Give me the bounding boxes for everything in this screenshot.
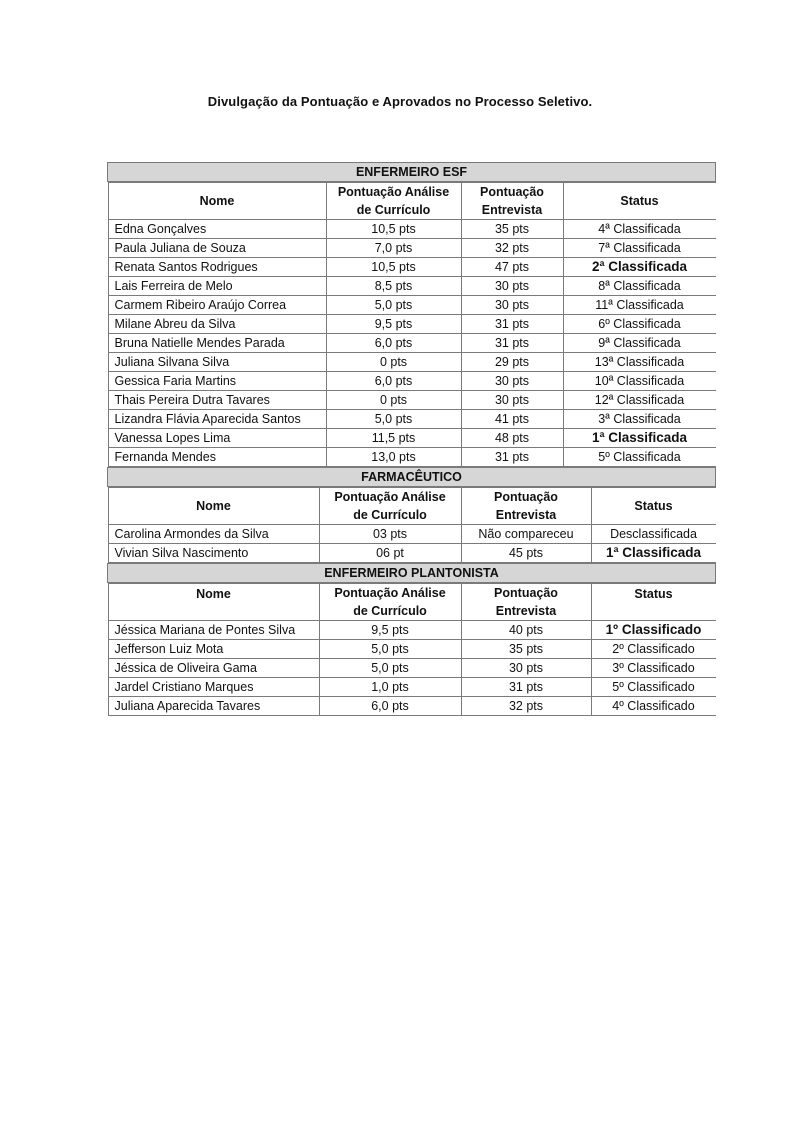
table-row	[108, 621, 716, 640]
candidate-name: Thais Pereira Dutra Tavares	[108, 391, 326, 410]
curriculum-score: 0 pts	[326, 353, 461, 372]
candidate-name: Jardel Cristiano Marques	[108, 678, 319, 697]
column-header-interview	[461, 584, 591, 621]
table-row	[108, 640, 716, 659]
curriculum-score: 5,0 pts	[319, 640, 461, 659]
section-table-enfermeiro-esf	[108, 182, 716, 467]
column-header-interview-line: Entrevista	[495, 604, 557, 618]
curriculum-score: 6,0 pts	[326, 372, 461, 391]
curriculum-score: 06 pt	[319, 544, 461, 563]
section-title: ENFERMEIRO ESF	[108, 163, 716, 182]
column-header-status-line: Status	[634, 587, 673, 601]
results-table	[107, 162, 716, 716]
interview-score: 31 pts	[461, 315, 563, 334]
candidate-name: Lais Ferreira de Melo	[108, 277, 326, 296]
column-header-name-line: Nome	[196, 499, 231, 513]
interview-score: 30 pts	[461, 659, 591, 678]
curriculum-score: 10,5 pts	[326, 258, 461, 277]
status-cell: 4ª Classificada	[563, 220, 716, 239]
candidate-name: Jéssica de Oliveira Gama	[108, 659, 319, 678]
column-header-curriculum-line: Pontuação Análise	[334, 586, 446, 600]
status-cell: 13ª Classificada	[563, 353, 716, 372]
column-header-interview	[461, 183, 563, 220]
status-cell: 5º Classificada	[563, 448, 716, 467]
interview-score: 30 pts	[461, 372, 563, 391]
column-header-interview-line: Pontuação	[494, 490, 558, 504]
status-cell: 2ª Classificada	[563, 258, 716, 277]
table-row	[108, 277, 716, 296]
column-header-name-line: Nome	[196, 587, 231, 601]
status-cell: Desclassificada	[591, 525, 716, 544]
interview-score: 30 pts	[461, 296, 563, 315]
column-header-row	[108, 488, 716, 525]
curriculum-score: 13,0 pts	[326, 448, 461, 467]
candidate-name: Edna Gonçalves	[108, 220, 326, 239]
table-row	[108, 678, 716, 697]
column-header-name	[108, 183, 326, 220]
table-row	[108, 315, 716, 334]
column-header-interview-line: Pontuação	[494, 586, 558, 600]
column-header-interview-line: Pontuação	[480, 185, 544, 199]
interview-score: 32 pts	[461, 697, 591, 716]
table-row	[108, 372, 716, 391]
interview-score: 35 pts	[461, 220, 563, 239]
section-title-row-enfermeiro-plantonista	[108, 564, 716, 583]
table-row	[108, 239, 716, 258]
interview-score: 40 pts	[461, 621, 591, 640]
table-row	[108, 220, 716, 239]
status-cell: 6º Classificada	[563, 315, 716, 334]
curriculum-score: 5,0 pts	[326, 296, 461, 315]
column-header-status	[591, 488, 716, 525]
interview-score: Não compareceu	[461, 525, 591, 544]
candidate-name: Carolina Armondes da Silva	[108, 525, 319, 544]
column-header-status-line: Status	[634, 499, 673, 513]
column-header-row	[108, 584, 716, 621]
status-cell: 12ª Classificada	[563, 391, 716, 410]
interview-score: 48 pts	[461, 429, 563, 448]
interview-score: 35 pts	[461, 640, 591, 659]
interview-score: 47 pts	[461, 258, 563, 277]
candidate-name: Lizandra Flávia Aparecida Santos	[108, 410, 326, 429]
table-row	[108, 697, 716, 716]
section-table-enfermeiro-plantonista	[108, 583, 716, 716]
table-row	[108, 391, 716, 410]
status-cell: 1ª Classificada	[591, 544, 716, 563]
curriculum-score: 0 pts	[326, 391, 461, 410]
interview-score: 45 pts	[461, 544, 591, 563]
results-table-body	[108, 163, 716, 717]
candidate-name: Jefferson Luiz Mota	[108, 640, 319, 659]
table-row	[108, 353, 716, 372]
table-row	[108, 429, 716, 448]
section-title-row-enfermeiro-esf	[108, 163, 716, 182]
status-cell: 7ª Classificada	[563, 239, 716, 258]
status-cell: 10ª Classificada	[563, 372, 716, 391]
candidate-name: Jéssica Mariana de Pontes Silva	[108, 621, 319, 640]
candidate-name: Vivian Silva Nascimento	[108, 544, 319, 563]
column-header-curriculum-line: de Currículo	[353, 508, 427, 522]
table-row	[108, 258, 716, 277]
candidate-name: Juliana Aparecida Tavares	[108, 697, 319, 716]
curriculum-score: 1,0 pts	[319, 678, 461, 697]
section-title: FARMACÊUTICO	[108, 468, 716, 487]
curriculum-score: 6,0 pts	[326, 334, 461, 353]
column-header-status-line: Status	[620, 194, 659, 208]
column-header-name-line: Nome	[199, 194, 235, 208]
status-cell: 9ª Classificada	[563, 334, 716, 353]
interview-score: 41 pts	[461, 410, 563, 429]
column-header-curriculum-line: Pontuação Análise	[334, 490, 446, 504]
status-cell: 2º Classificado	[591, 640, 716, 659]
column-header-row	[108, 183, 716, 220]
curriculum-score: 5,0 pts	[326, 410, 461, 429]
table-row	[108, 296, 716, 315]
column-header-curriculum	[319, 584, 461, 621]
status-cell: 11ª Classificada	[563, 296, 716, 315]
interview-score: 30 pts	[461, 277, 563, 296]
curriculum-score: 10,5 pts	[326, 220, 461, 239]
table-row	[108, 448, 716, 467]
status-cell: 3ª Classificada	[563, 410, 716, 429]
candidate-name: Juliana Silvana Silva	[108, 353, 326, 372]
column-header-name	[108, 488, 319, 525]
curriculum-score: 9,5 pts	[326, 315, 461, 334]
section-table-farmaceutico	[108, 487, 716, 563]
curriculum-score: 5,0 pts	[319, 659, 461, 678]
curriculum-score: 8,5 pts	[326, 277, 461, 296]
status-cell: 8ª Classificada	[563, 277, 716, 296]
column-header-curriculum	[319, 488, 461, 525]
column-header-curriculum-line: de Currículo	[356, 203, 431, 217]
status-cell: 4º Classificado	[591, 697, 716, 716]
column-header-name	[108, 584, 319, 621]
interview-score: 32 pts	[461, 239, 563, 258]
interview-score: 31 pts	[461, 334, 563, 353]
interview-score: 31 pts	[461, 678, 591, 697]
column-header-interview-line: Entrevista	[481, 203, 543, 217]
candidate-name: Fernanda Mendes	[108, 448, 326, 467]
column-header-curriculum-line: de Currículo	[353, 604, 427, 618]
table-row	[108, 525, 716, 544]
results-sheet	[107, 162, 715, 716]
curriculum-score: 9,5 pts	[319, 621, 461, 640]
candidate-name: Milane Abreu da Silva	[108, 315, 326, 334]
table-row	[108, 659, 716, 678]
curriculum-score: 11,5 pts	[326, 429, 461, 448]
curriculum-score: 7,0 pts	[326, 239, 461, 258]
status-cell: 5º Classificado	[591, 678, 716, 697]
column-header-curriculum-line: Pontuação Análise	[337, 185, 450, 199]
candidate-name: Renata Santos Rodrigues	[108, 258, 326, 277]
status-cell: 1ª Classificada	[563, 429, 716, 448]
candidate-name: Gessica Faria Martins	[108, 372, 326, 391]
candidate-name: Paula Juliana de Souza	[108, 239, 326, 258]
table-row	[108, 334, 716, 353]
interview-score: 29 pts	[461, 353, 563, 372]
status-cell: 3º Classificado	[591, 659, 716, 678]
interview-score: 30 pts	[461, 391, 563, 410]
column-header-interview-line: Entrevista	[495, 508, 557, 522]
section-title-row-farmaceutico	[108, 468, 716, 487]
column-header-curriculum	[326, 183, 461, 220]
column-header-status	[563, 183, 716, 220]
interview-score: 31 pts	[461, 448, 563, 467]
curriculum-score: 03 pts	[319, 525, 461, 544]
column-header-interview	[461, 488, 591, 525]
table-row	[108, 410, 716, 429]
candidate-name: Bruna Natielle Mendes Parada	[108, 334, 326, 353]
column-header-status	[591, 584, 716, 621]
document-title: Divulgação da Pontuação e Aprovados no Processo Seletivo.	[207, 94, 593, 109]
candidate-name: Vanessa Lopes Lima	[108, 429, 326, 448]
curriculum-score: 6,0 pts	[319, 697, 461, 716]
candidate-name: Carmem Ribeiro Araújo Correa	[108, 296, 326, 315]
table-row	[108, 544, 716, 563]
section-title: ENFERMEIRO PLANTONISTA	[108, 564, 716, 583]
status-cell: 1º Classificado	[591, 621, 716, 640]
